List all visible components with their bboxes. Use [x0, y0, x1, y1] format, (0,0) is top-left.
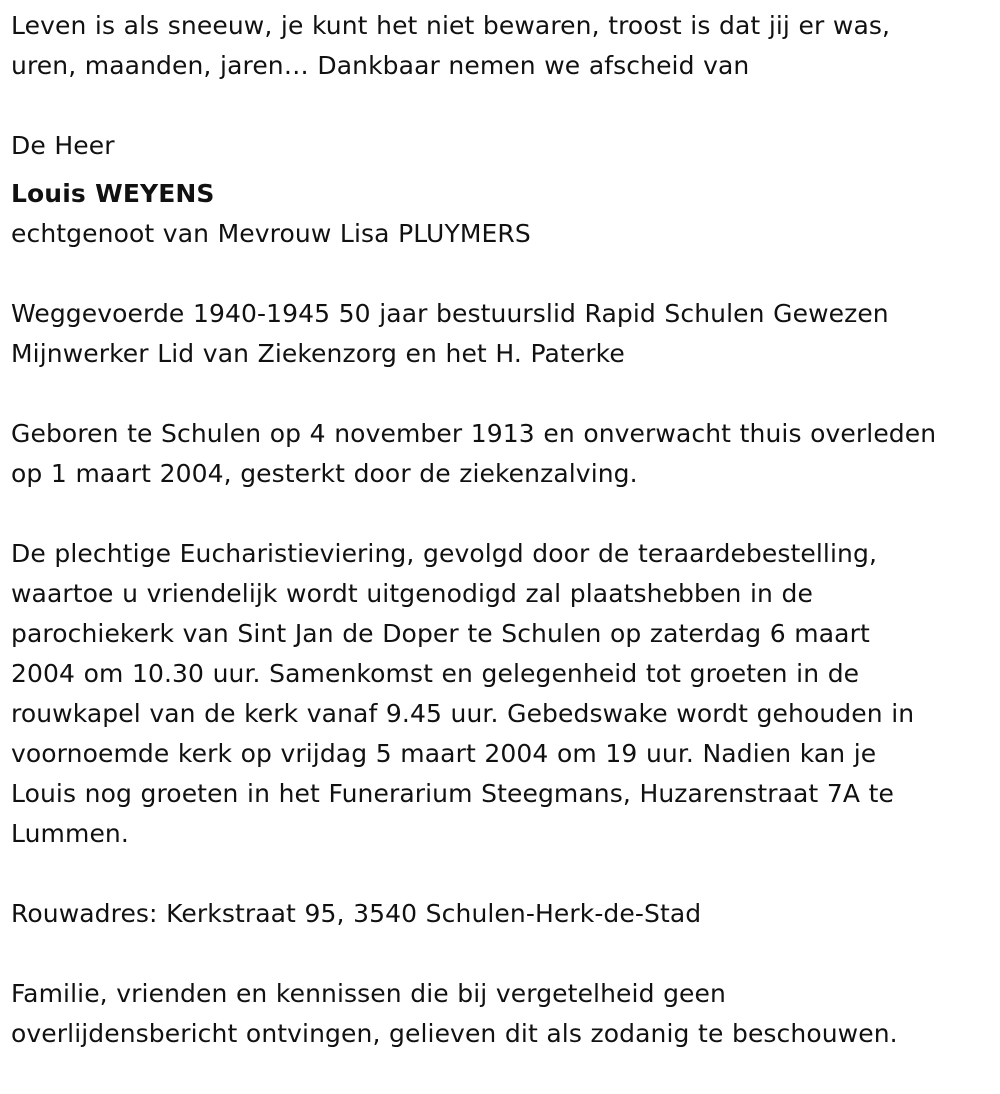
ceremony-line: Louis nog groeten in het Funerarium Steegmans, Huzarenstraat 7A te: [11, 779, 895, 808]
closing-line: overlijdensbericht ontvingen, gelieven dit als zodanig te beschouwen.: [11, 1019, 898, 1048]
ceremony-line: 2004 om 10.30 uur. Samenkomst en gelegenheid tot groeten in de: [11, 659, 860, 688]
deceased-block: [11, 126, 986, 254]
birth-death-line: op 1 maart 2004, gesterkt door de ziekenzalving.: [11, 459, 638, 488]
mourning-address: Rouwadres: Kerkstraat 95, 3540 Schulen-Herk-de-Stad: [11, 899, 702, 928]
closing-line: Familie, vrienden en kennissen die bij vergetelheid geen: [11, 979, 726, 1008]
ceremony-line: Lummen.: [11, 819, 129, 848]
intro-paragraph: [11, 6, 986, 86]
intro-line: uren, maanden, jaren… Dankbaar nemen we afscheid van: [11, 51, 750, 80]
ceremony-line: waartoe u vriendelijk wordt uitgenodigd zal plaatshebben in de: [11, 579, 813, 608]
obituary-document: [11, 6, 986, 1094]
deceased-spouse: echtgenoot van Mevrouw Lisa PLUYMERS: [11, 219, 531, 248]
details-line: Weggevoerde 1940-1945 50 jaar bestuurslid Rapid Schulen Gewezen: [11, 299, 889, 328]
deceased-name: Louis WEYENS: [11, 179, 215, 208]
birth-death-line: Geboren te Schulen op 4 november 1913 en onverwacht thuis overleden: [11, 419, 937, 448]
ceremony-line: De plechtige Eucharistieviering, gevolgd door de teraardebestelling,: [11, 539, 877, 568]
birth-death-paragraph: [11, 414, 986, 494]
details-line: Mijnwerker Lid van Ziekenzorg en het H. Paterke: [11, 339, 625, 368]
intro-line: Leven is als sneeuw, je kunt het niet bewaren, troost is dat jij er was,: [11, 11, 891, 40]
ceremony-line: voornoemde kerk op vrijdag 5 maart 2004 om 19 uur. Nadien kan je: [11, 739, 877, 768]
ceremony-line: parochiekerk van Sint Jan de Doper te Schulen op zaterdag 6 maart: [11, 619, 870, 648]
ceremony-line: rouwkapel van de kerk vanaf 9.45 uur. Gebedswake wordt gehouden in: [11, 699, 915, 728]
ceremony-paragraph: [11, 534, 986, 854]
deceased-title: De Heer: [11, 131, 115, 160]
closing-paragraph: [11, 974, 986, 1054]
address-paragraph: [11, 894, 986, 934]
details-paragraph: [11, 294, 986, 374]
